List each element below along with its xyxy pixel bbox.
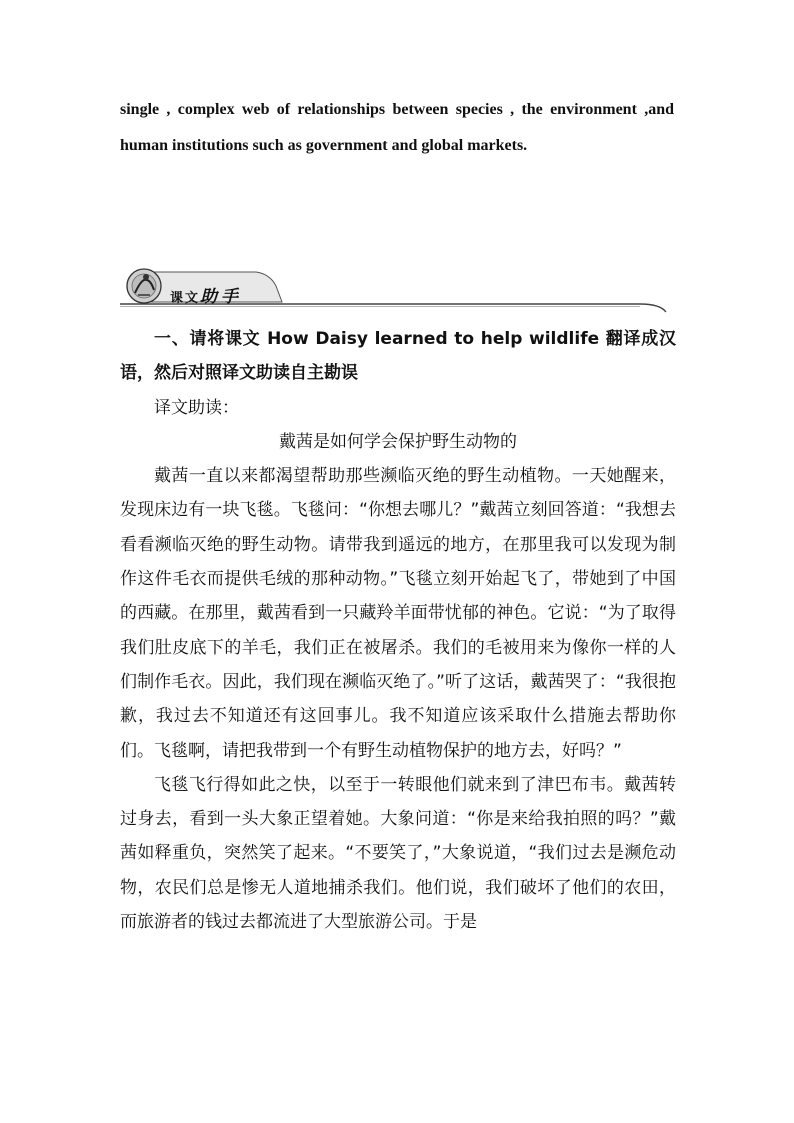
book-reader-icon xyxy=(127,269,161,303)
intro-paragraph: single , complex web of relationships between species , the environment ,and human institutions such as government and global markets. xyxy=(120,101,674,154)
translation-section xyxy=(120,322,676,939)
section-header-title xyxy=(170,282,242,307)
translation-paragraph-2: 飞毯飞行得如此之快，以至于一转眼他们就来到了津巴布韦。戴茜转过身去，看到一头大象正望着她。大象问道：“你是来给我拍照的吗？”戴茜如释重负，突然笑了起来。“不要笑了，”大象说道，“我们过去是濒危动物，农民们总是惨无人道地捕杀我们。他们说，我们破坏了他们的农田，而旅游者的钱过去都流进了大型旅游公司。于是 xyxy=(120,774,676,933)
translation-paragraph-1: 戴茜一直以来都渴望帮助那些濒临灭绝的野生动植物。一天她醒来，发现床边有一块飞毯。飞毯问：“你想去哪儿？”戴茜立刻回答道：“我想去看看濒临灭绝的野生动物。请带我到遥远的地方，在那里我可以发现为制作这件毛衣而提供毛绒的那种动物。”飞毯立刻开始起飞了，带她到了中国的西藏。在那里，戴茜看到一只藏羚羊面带忧郁的神色。它说：“为了取得我们肚皮底下的羊毛，我们正在被屠杀。我们的毛被用来为像你一样的人们制作毛衣。因此，我们现在濒临灭绝了。”听了这话，戴茜哭了：“我很抱歉，我过去不知道还有这回事儿。我不知道应该采取什么措施去帮助你们。飞毯啊，请把我带到一个有野生动植物保护的地方去，好吗？” xyxy=(120,466,676,761)
section-header-emphasis: 助手 xyxy=(200,287,243,307)
instruction-text: 一、请将课文 How Daisy learned to help wildlife 翻译成汉语，然后对照译文助读自主勘误 xyxy=(120,329,676,384)
translation-title: 戴茜是如何学会保护野生动物的 xyxy=(279,431,517,452)
translation-label: 译文助读： xyxy=(154,397,239,418)
section-header-prefix: 课文 xyxy=(170,291,201,306)
section-header-textbook-helper xyxy=(120,262,670,318)
